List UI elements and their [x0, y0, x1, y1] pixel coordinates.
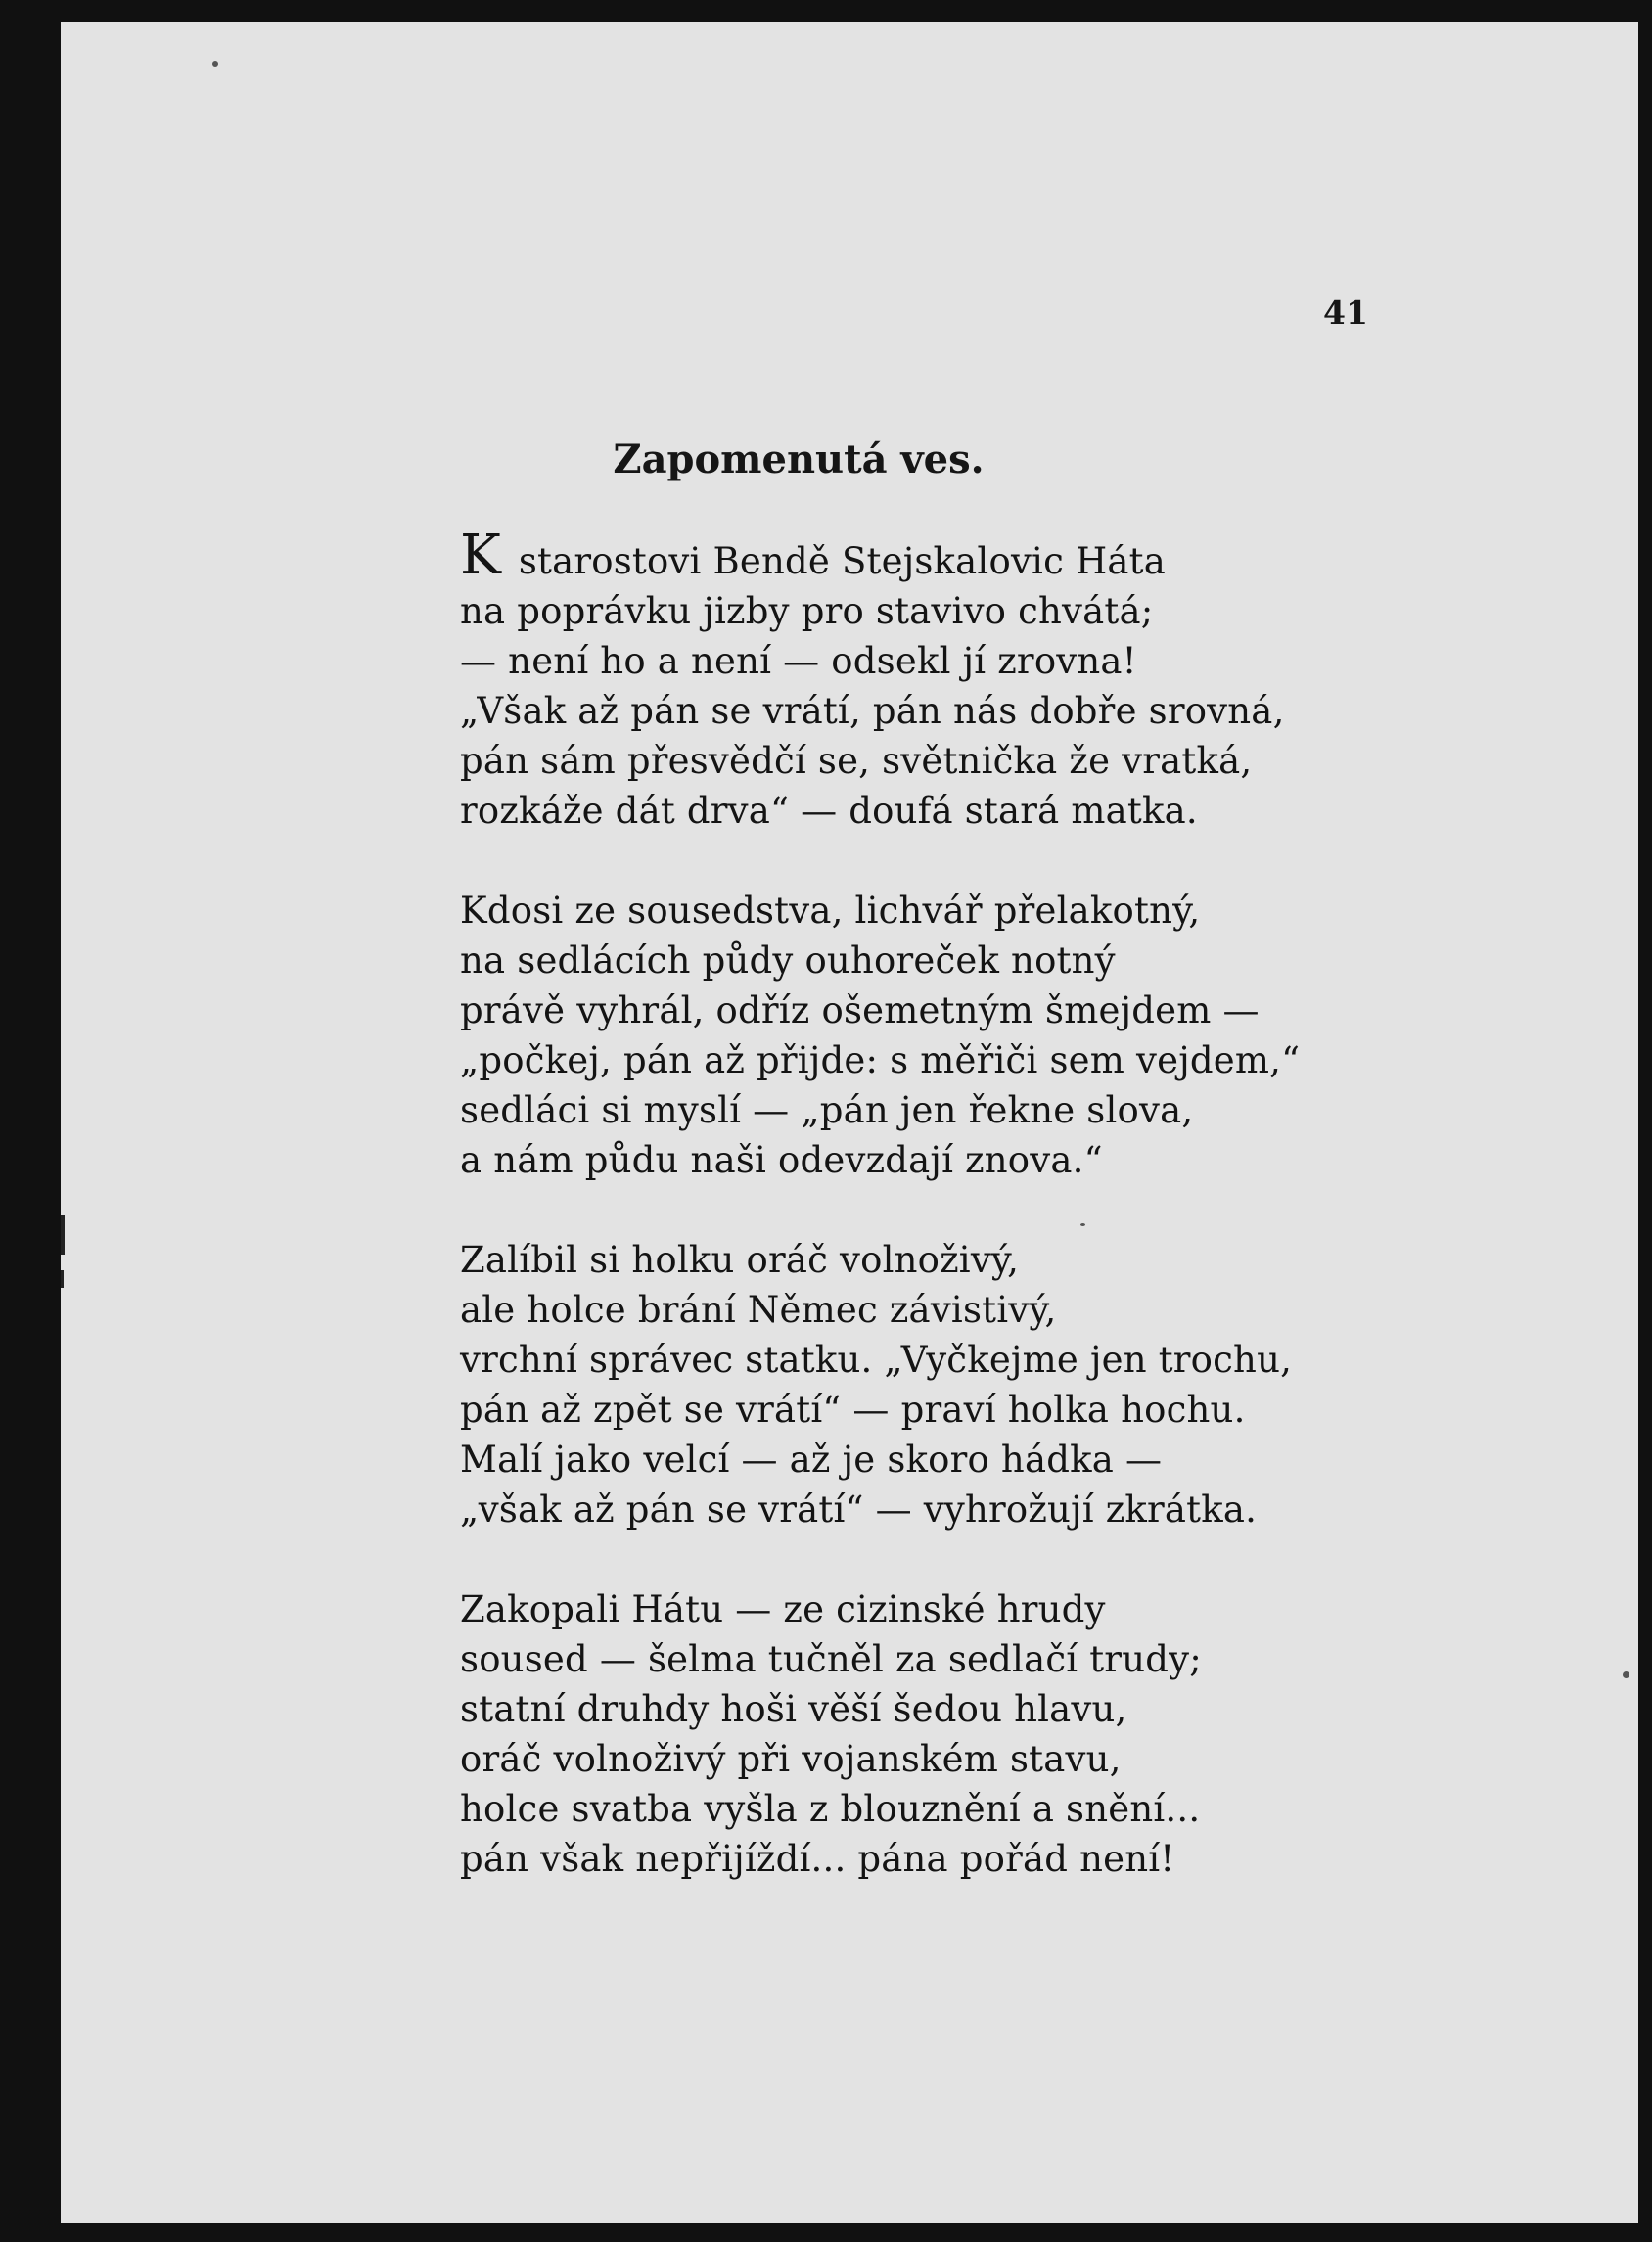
scan-edge-mark	[61, 1270, 64, 1288]
verse-line: Zakopali Hátu — ze cizinské hrudy	[460, 1588, 1106, 1630]
verse-line: „však až pán se vrátí“ — vyhrožují zkrátka.	[460, 1488, 1258, 1531]
verse-line: statní druhdy hoši věší šedou hlavu,	[460, 1688, 1127, 1730]
stanza	[460, 524, 1439, 836]
page-number: 41	[1323, 294, 1368, 332]
verse-line: ale holce brání Němec závistivý,	[460, 1289, 1057, 1331]
verse-line: sedláci si myslí — „pán jen řekne slova,	[460, 1089, 1194, 1131]
verse-line: oráč volnoživý při vojanském stavu,	[460, 1738, 1122, 1780]
poem-title: Zapomenutá ves.	[613, 436, 985, 482]
poem-body	[460, 524, 1439, 1934]
verse-line	[460, 524, 1439, 587]
verse-line: vrchní správec statku. „Vyčkejme jen trochu,	[460, 1339, 1293, 1381]
verse-line: a nám půdu naši odevzdají znova.“	[460, 1139, 1103, 1181]
verse-line: „počkej, pán až přijde: s měřiči sem vejdem,“	[460, 1039, 1301, 1081]
verse-line: rozkáže dát drva“ — doufá stará matka.	[460, 790, 1198, 832]
scan-speck	[1623, 1671, 1629, 1678]
verse-line: na sedlácích půdy ouhoreček notný	[460, 939, 1116, 982]
verse-line: holce svatba vyšla z blouznění a snění...	[460, 1788, 1201, 1830]
verse-line: Malí jako velcí — až je skoro hádka —	[460, 1439, 1163, 1481]
verse-line: právě vyhrál, odříz ošemetným šmejdem —	[460, 989, 1260, 1031]
verse-line: pán však nepřijíždí... pána pořád není!	[460, 1838, 1175, 1880]
stanza	[460, 1235, 1439, 1534]
scan-edge-mark	[61, 1215, 65, 1255]
verse-line: soused — šelma tučněl za sedlačí trudy;	[460, 1638, 1202, 1680]
verse-line: na poprávku jizby pro stavivo chvátá;	[460, 590, 1154, 632]
verse-line: Kdosi ze sousedstva, lichvář přelakotný,	[460, 890, 1201, 932]
scan-speck	[212, 61, 218, 67]
verse-line: Zalíbil si holku oráč volnoživý,	[460, 1239, 1020, 1281]
verse-line: pán až zpět se vrátí“ — praví holka hochu.	[460, 1389, 1246, 1431]
verse-line: pán sám přesvědčí se, světnička že vratká,	[460, 740, 1253, 782]
stanza	[460, 1584, 1439, 1884]
verse-line: „Však až pán se vrátí, pán nás dobře srovná,	[460, 690, 1285, 732]
verse-line: — není ho a není — odsekl jí zrovna!	[460, 640, 1137, 682]
scanned-page	[61, 22, 1638, 2223]
verse-text: starostovi Bendě Stejskalovic Háta	[518, 540, 1167, 582]
drop-initial: K	[460, 524, 507, 587]
stanza	[460, 886, 1439, 1185]
